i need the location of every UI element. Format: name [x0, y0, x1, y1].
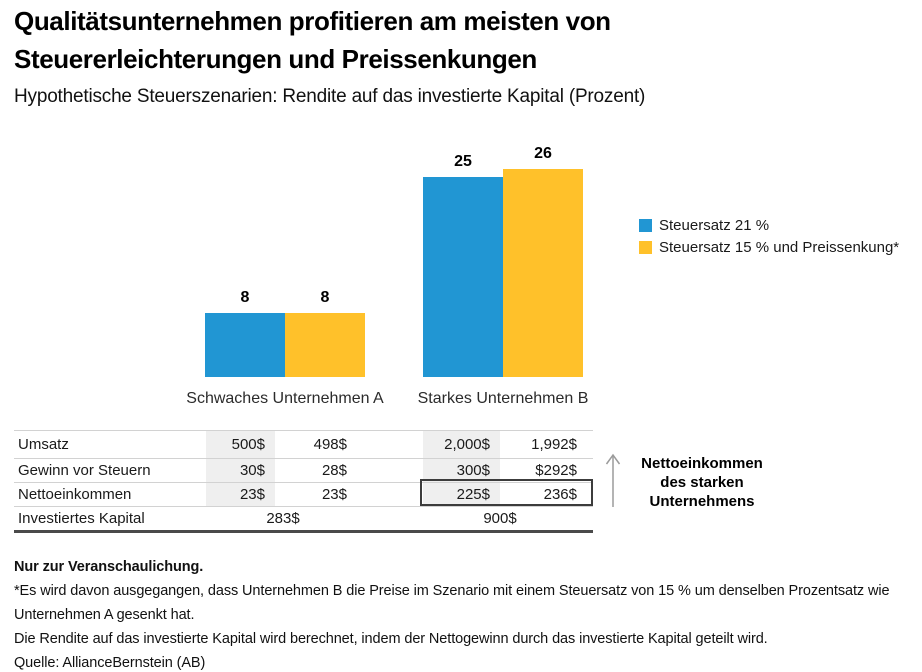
page-title-line-1: Qualitätsunternehmen profitieren am meisten von: [14, 6, 611, 36]
cell-a-tax15: 498$: [313, 436, 347, 453]
footnote-methodology: Die Rendite auf das investierte Kapital wird berechnet, indem der Nettogewinn durch das investierte Kapital geteilt wird.: [14, 631, 768, 647]
footnotes: [14, 555, 915, 672]
cell-a-tax21: 500$: [206, 431, 275, 458]
bar: [423, 177, 503, 377]
cell-b-tax21: 300$: [423, 459, 500, 482]
footnote-assumption: *Es wird davon ausgegangen, dass Unternehmen B die Preise im Szenario mit einem Steuersatz von 15 % um denselben Prozentsatz wie Unternehmen A gesenkt hat.: [14, 583, 890, 623]
cell-a-merged: 283$: [266, 510, 300, 527]
up-arrow-icon: [603, 451, 623, 514]
annotation-line: des starken: [660, 474, 744, 491]
financials-table: [14, 430, 593, 533]
legend-label: Steuersatz 21 %: [659, 216, 770, 234]
legend-item-tax-21: [639, 214, 899, 236]
table-row-gewinn: [14, 459, 593, 483]
legend-label: Steuersatz 15 % und Preissenkung*: [659, 238, 900, 256]
chart-legend: [639, 214, 899, 258]
bar-value-label: 26: [534, 145, 552, 162]
table-row-nettoeinkommen: [14, 483, 593, 507]
table-row-investiertes-kapital: [14, 507, 593, 533]
cell-b-merged: 900$: [483, 510, 517, 527]
row-label: Nettoeinkommen: [18, 486, 132, 503]
bar-value-label: 8: [240, 289, 250, 306]
cell-b-tax21: 225$: [423, 483, 500, 506]
annotation-text: [627, 454, 777, 511]
cell-b-tax21: 2,000$: [423, 431, 500, 458]
page-title: [14, 2, 734, 78]
row-label: Investiertes Kapital: [18, 510, 145, 527]
cell-b-tax15: 236$: [543, 486, 577, 503]
bar: [285, 313, 365, 377]
footnote-source: Quelle: AllianceBernstein (AB): [14, 655, 206, 671]
legend-swatch-blue-icon: [639, 219, 652, 232]
bar-value-label: 25: [454, 153, 472, 170]
cell-b-tax15: $292$: [535, 462, 577, 479]
cell-a-tax15: 28$: [321, 462, 347, 479]
cell-a-tax21: 23$: [206, 483, 275, 506]
legend-item-tax-15: [639, 236, 899, 258]
category-label: Starkes Unternehmen B: [417, 390, 589, 407]
page-subtitle: Hypothetische Steuerszenarien: Rendite auf das investierte Kapital (Prozent): [14, 86, 646, 107]
row-label: Gewinn vor Steuern: [18, 462, 151, 479]
bar: [205, 313, 285, 377]
bar: [503, 169, 583, 377]
row-label: Umsatz: [18, 436, 69, 453]
table-row-umsatz: [14, 431, 593, 459]
annotation-line: Unternehmens: [649, 493, 755, 510]
cell-b-tax15: 1,992$: [531, 436, 577, 453]
cell-a-tax15: 23$: [321, 486, 347, 503]
cell-a-tax21: 30$: [206, 459, 275, 482]
footnote-disclaimer: Nur zur Veranschaulichung.: [14, 559, 204, 575]
category-label: Schwaches Unternehmen A: [186, 390, 384, 407]
bar-value-label: 8: [320, 289, 330, 306]
annotation-line: Nettoeinkommen: [641, 455, 763, 472]
page-title-line-2: Steuererleichterungen und Preissenkungen: [14, 44, 537, 74]
legend-swatch-yellow-icon: [639, 241, 652, 254]
